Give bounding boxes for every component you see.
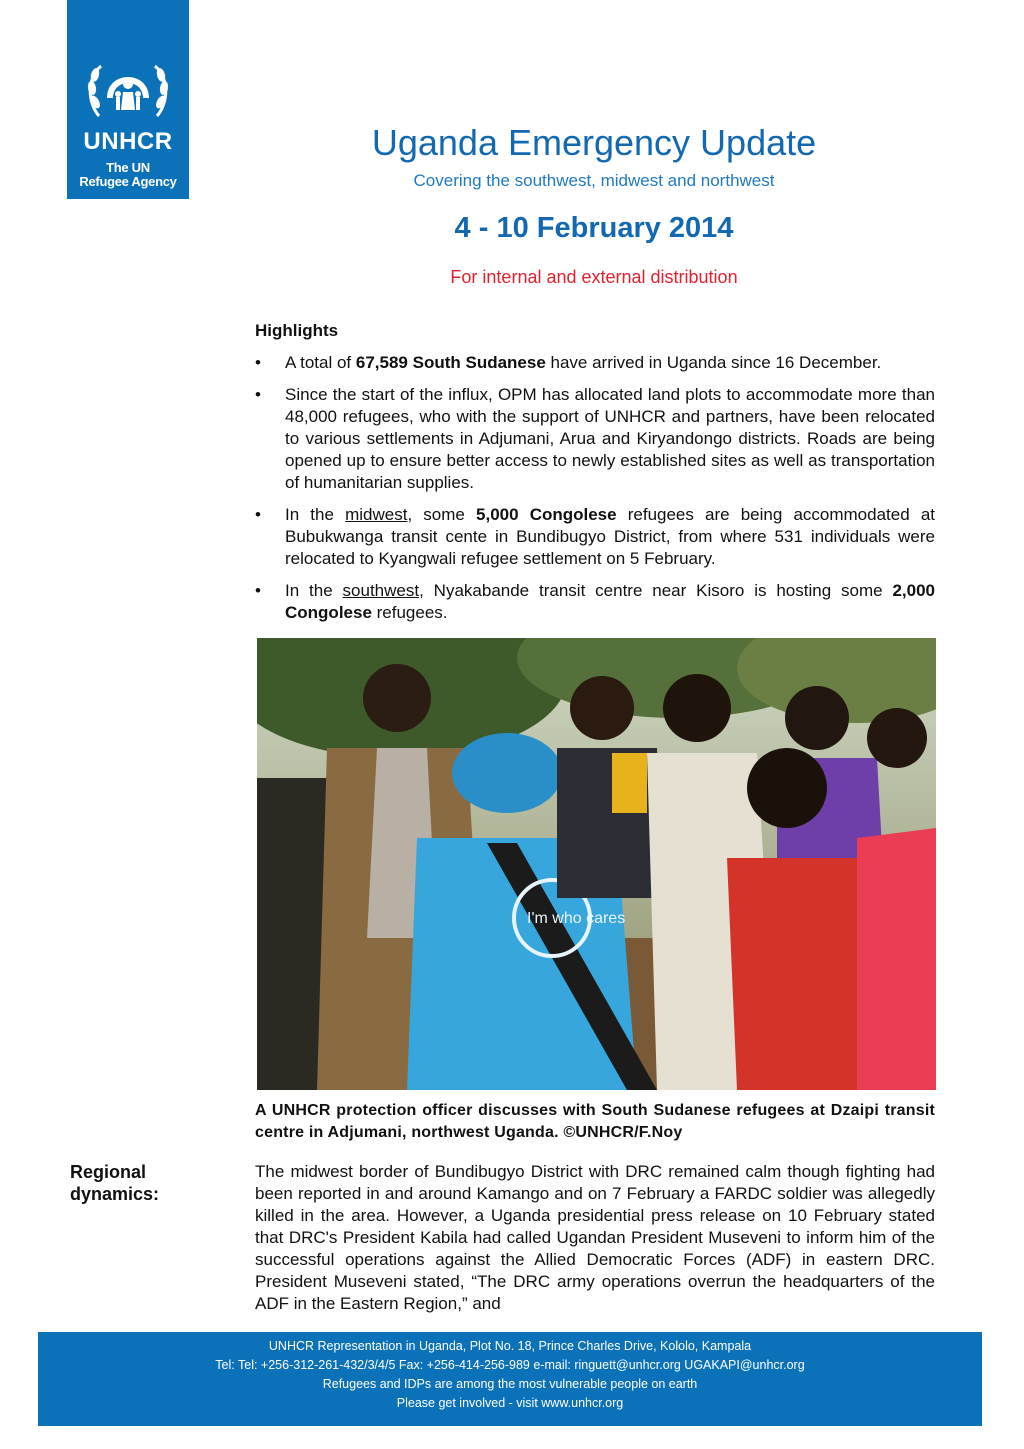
list-item <box>255 352 935 374</box>
footer-address: UNHCR Representation in Uganda, Plot No. 18, Prince Charles Drive, Kololo, Kampala <box>268 1339 752 1353</box>
document-title: Uganda Emergency Update <box>371 122 817 163</box>
bullet-icon: • <box>255 505 261 524</box>
text-run: In the <box>285 505 346 524</box>
text-run: , some <box>407 505 477 524</box>
section-label-line1: Regional <box>70 1162 147 1182</box>
bullet-icon: • <box>255 353 261 372</box>
text-run: refugees are being accommodated at Bubukwanga transit cente in Bundibugyo District, from where 531 individuals were relocated to Kyangwali refugee settlement on 5 February. <box>285 505 935 568</box>
logo-tagline-line1: The UN <box>106 160 150 175</box>
logo-tagline-line2: Refugee Agency <box>79 174 177 189</box>
distribution-note: For internal and external distribution <box>450 267 738 287</box>
footer-contact: Tel: Tel: +256-312-261-432/3/4/5 Fax: +256-414-256-989 e-mail: ringuett@unhcr.org UGAKAPI@unhcr.org <box>215 1358 805 1372</box>
bold-figure: 2,000 Congolese <box>285 581 936 622</box>
highlights-list <box>255 352 935 634</box>
bold-figure: 5,000 Congolese <box>476 505 617 524</box>
section-label <box>70 1161 159 1205</box>
page-footer <box>38 1332 982 1426</box>
unhcr-emblem-icon <box>85 58 171 120</box>
text-run: , Nyakabande transit centre near Kisoro is hosting some <box>419 581 893 600</box>
list-item <box>255 384 935 494</box>
underlined-region: midwest <box>345 505 408 524</box>
text-run: Since the start of the influx, OPM has allocated land plots to accommodate more than 48,000 refugees, who with the support of UNHCR and partners, have been relocated to various settlements in Adjumani, Arua and Kiryandongo districts. Roads are being opened up to ensure better access to newly established sites as well as transportation of humanitarian supplies. <box>285 385 935 492</box>
text-run: have arrived in Uganda since 16 December. <box>545 353 882 372</box>
bullet-icon: • <box>255 581 261 600</box>
logo-org-name: UNHCR <box>83 128 173 155</box>
photo-illustration <box>257 638 936 1090</box>
list-item <box>255 504 935 570</box>
document-subtitle: Covering the southwest, midwest and northwest <box>413 171 775 190</box>
report-date: 4 - 10 February 2014 <box>454 212 734 244</box>
text-run: In the <box>285 581 343 600</box>
section-body: The midwest border of Bundibugyo District with DRC remained calm though fighting had been reported in and around Kamango and on 7 February a FARDC soldier was allegedly killed in the area. However, a Uganda presidential press release on 10 February stated that DRC's President Kabila had called Ugandan President Museveni to inform him of the successful operations against the Allied Democratic Forces (ADF) in eastern DRC. President Museveni stated, “The DRC army operations overrun the headquarters of the ADF in the Eastern Region,” and <box>255 1162 935 1313</box>
underlined-region: southwest <box>342 581 420 600</box>
footer-website: Please get involved - visit www.unhcr.org <box>396 1396 624 1410</box>
shirt-text: I'm who cares <box>527 910 626 927</box>
footer-slogan: Refugees and IDPs are among the most vulnerable people on earth <box>322 1377 698 1391</box>
bullet-icon: • <box>255 385 261 404</box>
refugee-photo <box>257 638 936 1090</box>
unhcr-logo <box>67 0 189 199</box>
text-run: A total of <box>285 353 356 372</box>
bold-figure: 67,589 South Sudanese <box>355 353 546 372</box>
highlights-heading: Highlights <box>255 321 339 340</box>
text-run: refugees. <box>371 603 448 622</box>
list-item <box>255 580 935 624</box>
photo-caption: A UNHCR protection officer discusses with South Sudanese refugees at Dzaipi transit centre in Adjumani, northwest Uganda. ©UNHCR/F.Noy <box>255 1102 935 1141</box>
logo-tagline <box>67 161 189 189</box>
section-label-line2: dynamics: <box>70 1184 160 1204</box>
